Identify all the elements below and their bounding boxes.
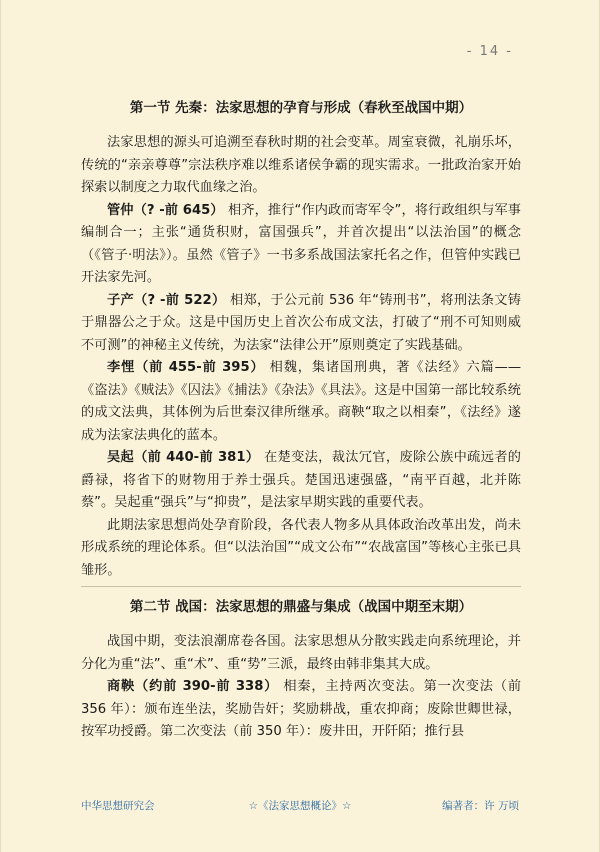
figure-text: 相秦，主持两次变法。第一次变法（前 356 年）：颁布连坐法，奖励告奸；奖励耕战，重农抑商；废除世卿世禄，按军功授爵。第二次变法（前 350 年）：废井田，开阡陌；推行县 xyxy=(81,679,522,739)
section-2-title: 第二节 战国：法家思想的鼎盛与集成（战国中期至末期） xyxy=(129,599,473,615)
page-content xyxy=(81,98,521,744)
figure-paragraph-shangyang xyxy=(81,676,521,744)
footer-author: 编著者：许 万顷 xyxy=(442,800,519,812)
footer-book-title: ☆《法家思想概论》☆ xyxy=(248,800,352,812)
figure-text: 相郑，于公元前 536 年“铸刑书”，将刑法条文铸于鼎器公之于众。这是中国历史上首次公布成文法，打破了“刑不可知则威不可测”的神秘主义传统，为法家“法律公开”原则奠定了实践基础。 xyxy=(81,292,521,353)
figure-paragraph-zichan xyxy=(81,290,521,358)
section-divider xyxy=(81,586,521,587)
section-2-intro: 战国中期，变法浪潮席卷各国。法家思想从分散实践走向系统理论，并分化为重“法”、重“术”、重“势”三派，最终由韩非集其大成。 xyxy=(81,634,521,672)
figure-name: 子产（? -前 522） xyxy=(107,292,226,308)
section-1-intro: 法家思想的源头可追溯至春秋时期的社会变革。周室衰微，礼崩乐坏，传统的“亲亲尊尊”宗法秩序难以维系诸侯争霸的现实需求。一批政治家开始探索以制度之力取代血缘之治。 xyxy=(81,135,521,195)
figure-text: 在楚变法，裁汰冗官，废除公族中疏远者的爵禄，将省下的财物用于养士强兵。楚国迅速强盛，“南平百越，北并陈蔡”。吴起重“强兵”与“抑贵”，是法家早期实践的重要代表。 xyxy=(81,450,521,510)
section-1-conclusion: 此期法家思想尚处孕育阶段，各代表人物多从具体政治改革出发，尚未形成系统的理论体系。但“以法治国”“成文公布”“农战富国”等核心主张已具雏形。 xyxy=(81,517,521,578)
figure-paragraph-wuqi xyxy=(81,447,521,515)
figure-name: 吴起（前 440-前 381） xyxy=(107,450,260,465)
section-1-title: 第一节 先秦：法家思想的孕育与形成（春秋至战国中期） xyxy=(129,100,473,116)
figure-name: 管仲（? -前 645） xyxy=(107,202,224,218)
figure-text: 相魏，集诸国刑典，著《法经》六篇——《盗法》《贼法》《囚法》《捕法》《杂法》《具法》。这是中国第一部比较系统的成文法典，其体例为后世秦汉律所继承。商鞅“取之以相秦”，《法经》遂成为法家法典化的蓝本。 xyxy=(81,360,522,443)
figure-paragraph-guanzhong xyxy=(81,200,521,290)
figure-text: 相齐，推行“作内政而寄军令”，将行政组织与军事编制合一；主张“通货积财，富国强兵”，并首次提出“以法治国”的概念（《管子·明法》）。虽然《管子》一书多系战国法家托名之作，但管仲实践已开法家先河。 xyxy=(81,202,521,285)
figure-name: 李悝（前 455-前 395） xyxy=(107,360,265,375)
footer-organization: 中华思想研究会 xyxy=(81,800,155,812)
figure-name: 商鞅（约前 390-前 338） xyxy=(107,679,279,694)
figure-paragraph-likui xyxy=(81,357,521,447)
page-number: - 14 - xyxy=(466,44,513,59)
